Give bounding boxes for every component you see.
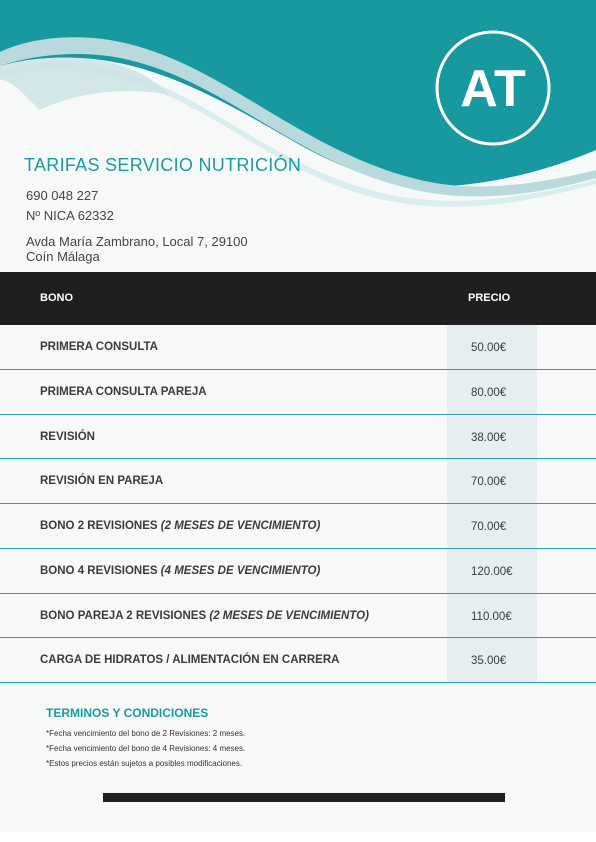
row-price: 70.00€ <box>471 521 507 533</box>
page-title: TARIFAS SERVICIO NUTRICIÓN <box>24 155 302 175</box>
logo-circle <box>434 29 552 147</box>
logo-text: AT <box>460 60 526 118</box>
row-price: 110.00€ <box>471 610 512 623</box>
price-table-body <box>0 325 596 683</box>
term-item: *Fecha vencimiento del bono de 4 Revisiones: 4 meses. <box>46 744 246 753</box>
phone-number: 690 048 227 <box>26 188 99 203</box>
row-name: BONO PAREJA 2 REVISIONES (2 MESES DE VENCIMIENTO) <box>40 609 369 622</box>
row-name: REVISIÓN <box>40 430 95 443</box>
row-price: 50.00€ <box>471 342 507 354</box>
row-price: 120.00€ <box>471 565 513 578</box>
table-row <box>0 459 596 504</box>
table-row <box>0 594 596 639</box>
address-line-2: Coín Málaga <box>26 249 100 264</box>
table-row <box>0 325 596 370</box>
row-name: PRIMERA CONSULTA PAREJA <box>40 385 207 398</box>
term-item: *Fecha vencimiento del bono de 2 Revisiones: 2 meses. <box>46 729 246 738</box>
table-row <box>0 504 596 549</box>
row-price: 35.00€ <box>471 655 507 668</box>
footer-bar <box>103 793 505 802</box>
address-line-1: Avda María Zambrano, Local 7, 29100 <box>26 234 248 249</box>
term-item: *Estos precios están sujetos a posibles modificaciones. <box>46 759 243 768</box>
nica-number: Nº NICA 62332 <box>26 208 114 223</box>
column-header-precio: PRECIO <box>468 292 511 304</box>
row-name: BONO 2 REVISIONES (2 MESES DE VENCIMIENTO) <box>40 520 321 532</box>
table-row <box>0 638 596 683</box>
row-price: 38.00€ <box>471 431 507 444</box>
table-row <box>0 415 596 460</box>
row-name: BONO 4 REVISIONES (4 MESES DE VENCIMIENTO) <box>40 564 321 577</box>
column-header-bono: BONO <box>40 292 73 304</box>
row-name: PRIMERA CONSULTA <box>40 341 158 353</box>
row-price: 70.00€ <box>471 476 507 489</box>
row-name: CARGA DE HIDRATOS / ALIMENTACIÓN EN CARRERA <box>40 654 340 667</box>
row-price: 80.00€ <box>471 386 507 399</box>
table-row <box>0 549 596 594</box>
terms-title: TERMINOS Y CONDICIONES <box>46 706 209 720</box>
table-row <box>0 370 596 415</box>
table-header <box>0 272 596 325</box>
row-name: REVISIÓN EN PAREJA <box>40 475 164 488</box>
